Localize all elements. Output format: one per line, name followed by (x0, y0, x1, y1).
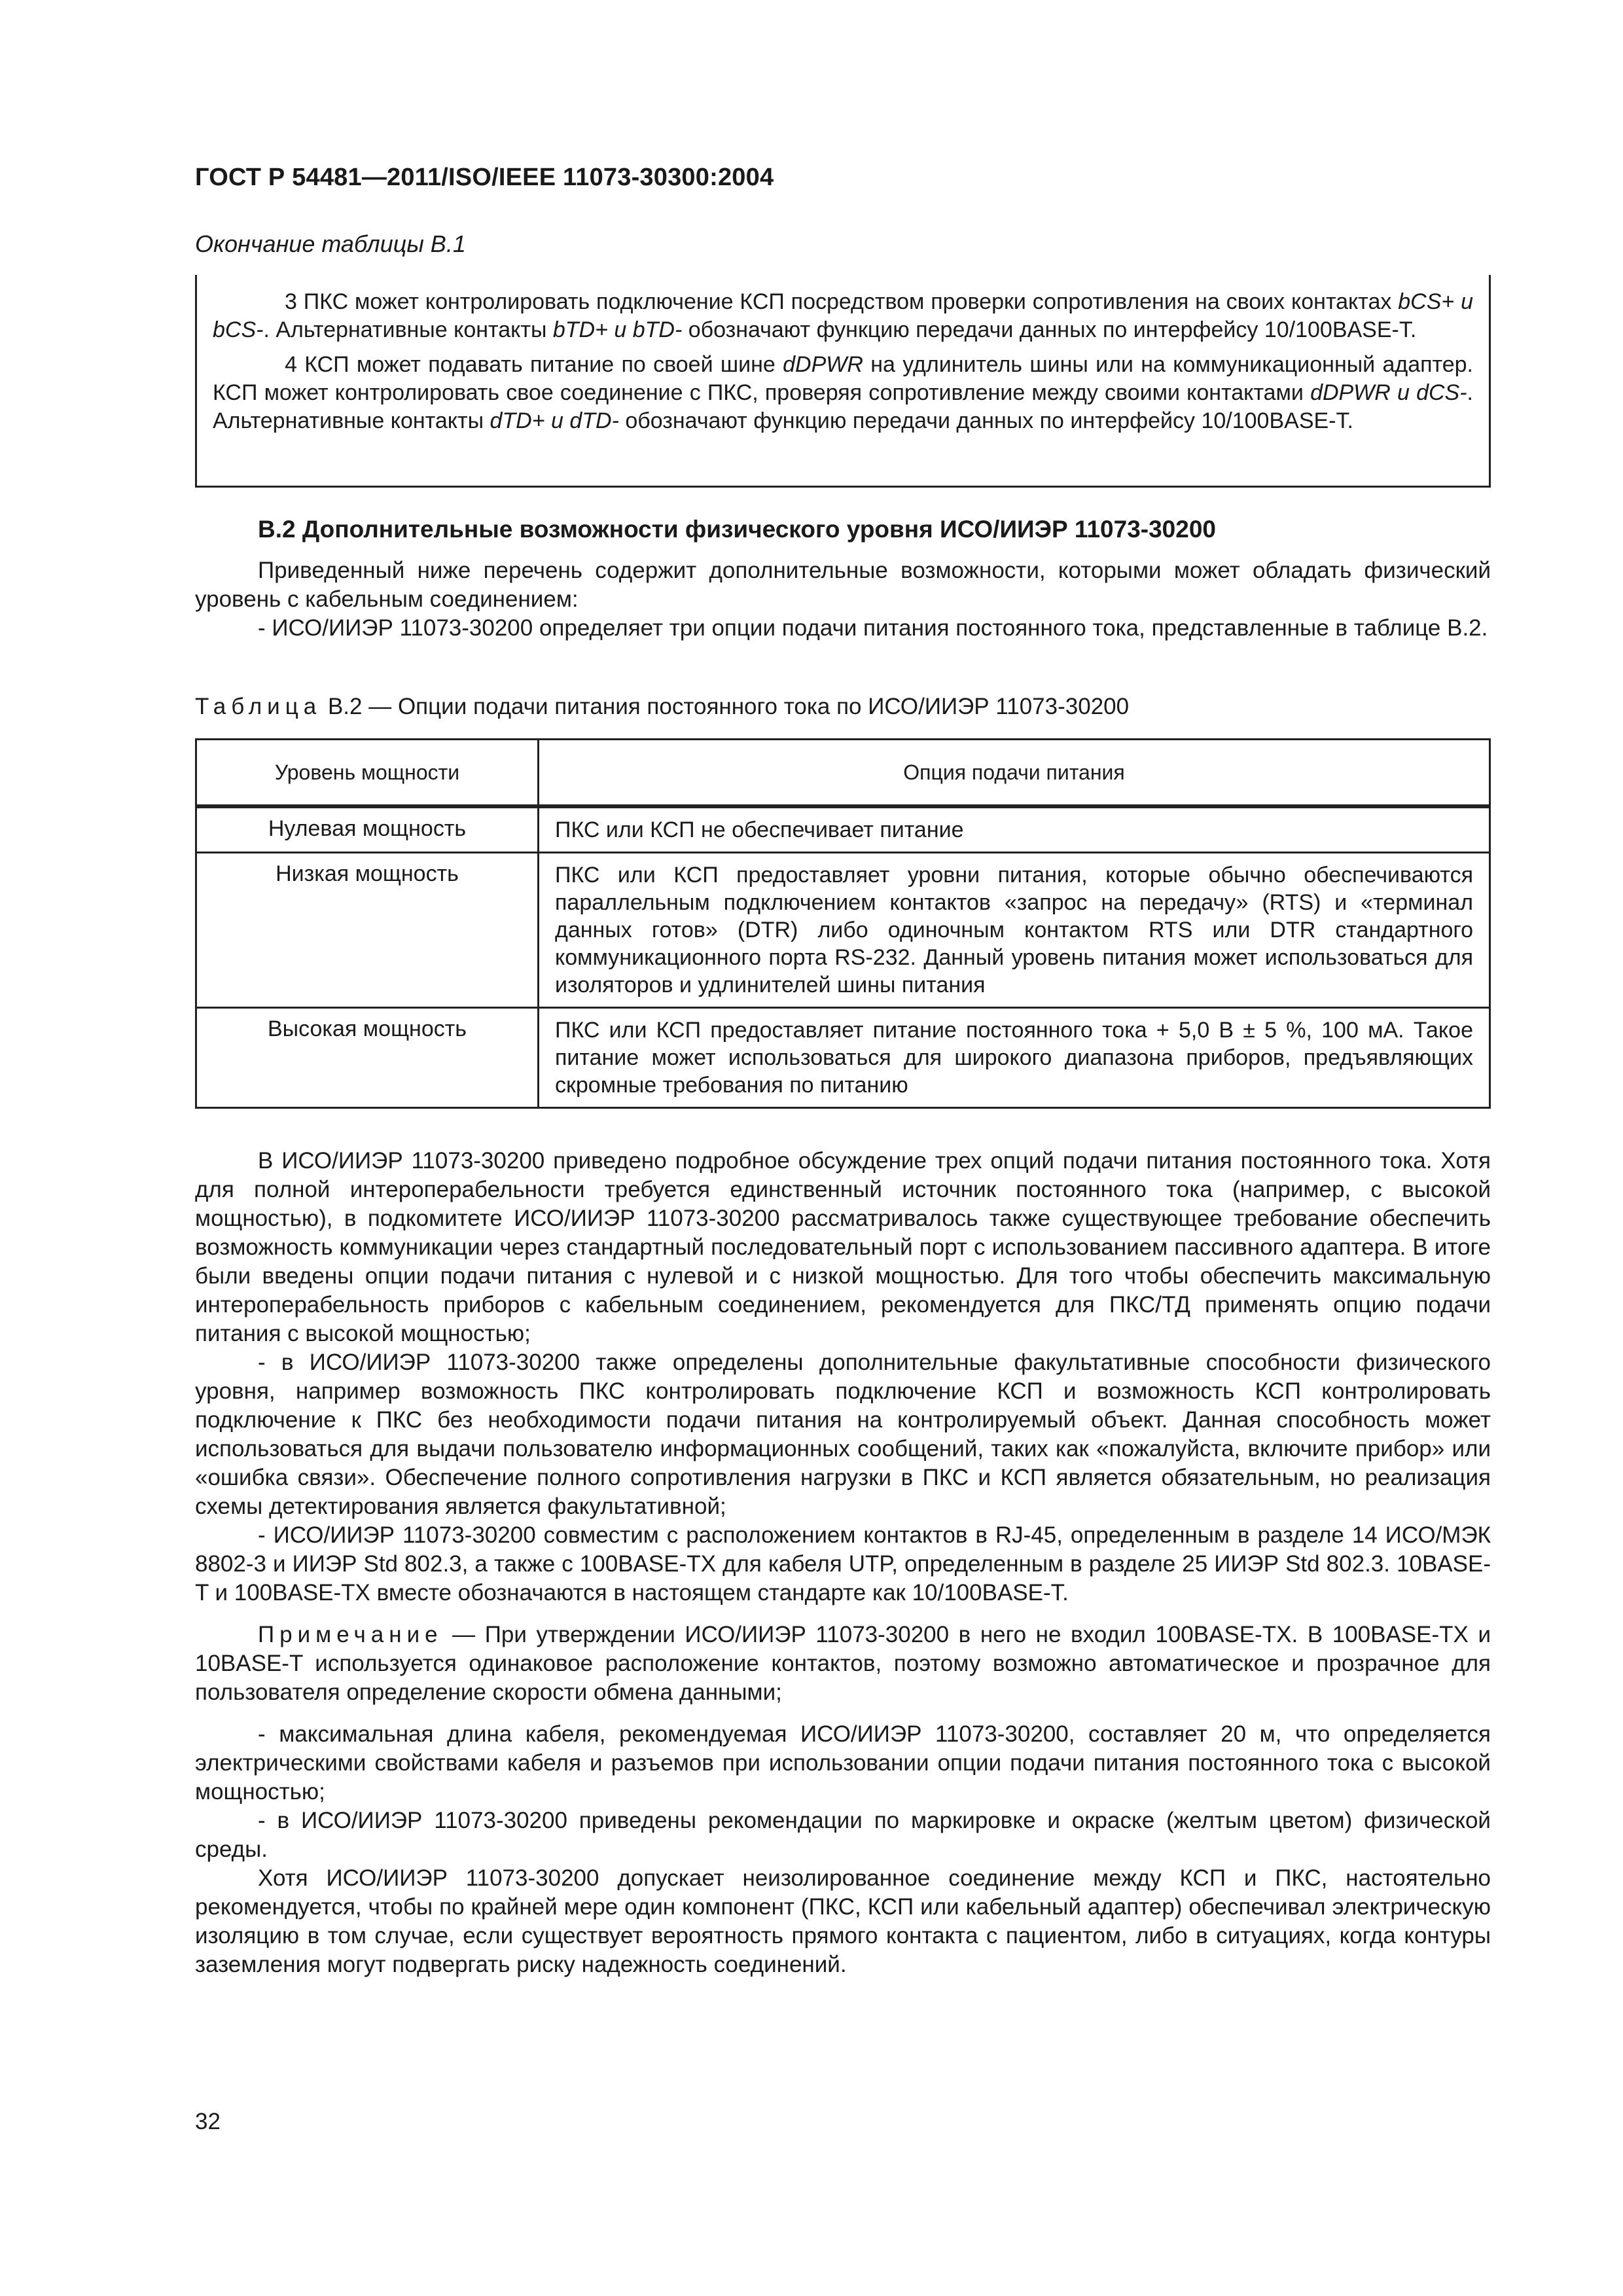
table-caption: Таблица В.2 — Опции подачи питания постоянного тока по ИСО/ИИЭР 11073-30200 (195, 694, 1130, 719)
table-header-row (196, 740, 1490, 807)
intro-text (195, 556, 1491, 643)
body-paragraph: В ИСО/ИИЭР 11073-30200 приведено подробное обсуждение трех опций подачи питания постоянного тока. Хотя для полной интероперабельности требуется единственный источник постоянного тока (например, с высокой мощностью), в подкомитете ИСО/ИИЭР 11073-30200 рассматривалось также существующее требование обеспечить возможность коммуникации через стандартный последовательный порт с использованием пассивного адаптера. В итоге были введены опции подачи питания с нулевой и с низкой мощностью. Для того чтобы обеспечить максимальную интероперабельность приборов с кабельным соединением, рекомендуется для ПКС/ТД применять опцию подачи питания с высокой мощностью; (195, 1148, 1491, 1346)
table-cell-level: Низкая мощность (196, 853, 539, 1008)
table-cell-level: Высокая мощность (196, 1008, 539, 1108)
intro-paragraph: Приведенный ниже перечень содержит дополнительные возможности, которыми может обладать физический уровень с кабельным соединением: (195, 558, 1491, 612)
body-paragraph: - в ИСО/ИИЭР 11073-30200 приведены рекомендации по маркировке и окраске (желтым цветом) физической среды. (195, 1808, 1491, 1862)
intro-paragraph: - ИСО/ИИЭР 11073-30200 определяет три опции подачи питания постоянного тока, представленные в таблице В.2. (258, 615, 1488, 641)
table-cell-option: ПКС или КСП предоставляет уровни питания, которые обычно обеспечиваются параллельным подключением контактов «запрос на передачу» (RTS) и «терминал данных готов» (DTR) либо одиночным контактом RTS или DTR стандартного коммуникационного порта RS-232. Данный уровень питания может использоваться для изоляторов и удлинителей шины питания (539, 853, 1490, 1008)
table-cell-option: ПКС или КСП предоставляет питание постоянного тока + 5,0 В ± 5 %, 100 мА. Такое питание может использоваться для широкого диапазона приборов, предъявляющих скромные требования по питанию (539, 1008, 1490, 1108)
table-continuation-label: Окончание таблицы В.1 (195, 230, 466, 257)
note-3: 3 ПКС может контролировать подключение КСП посредством проверки сопротивления на своих контактах bCS+ и bCS-. Альтернативные контакты bTD+ и bTD- обозначают функцию передачи данных по интерфейсу 10/100BASE-T. (213, 289, 1473, 342)
note-4: 4 КСП может подавать питание по своей шине dDPWR на удлинитель шины или на коммуникационный адаптер. КСП может контролировать свое соединение с ПКС, проверяя сопротивление между своими контактами dDPWR и dCS-. Альтернативные контакты dTD+ и dTD- обозначают функцию передачи данных по интерфейсу 10/100BASE-T. (213, 352, 1473, 433)
table-row (196, 1008, 1490, 1108)
body-text (195, 1147, 1491, 1979)
table-header-cell: Уровень мощности (196, 740, 539, 807)
table-b1-notes (195, 275, 1491, 488)
note-paragraph: Примечание — При утверждении ИСО/ИИЭР 11073-30200 в него не входил 100BASE-TX. В 100BASE-TX и 10BASE-T используется одинаковое расположение контактов, поэтому возможно автоматическое и прозрачное для пользователя определение скорости обмена данными; (195, 1622, 1491, 1705)
body-paragraph: - в ИСО/ИИЭР 11073-30200 также определены дополнительные факультативные способности физического уровня, например возможность ПКС контролировать подключение КСП и возможность КСП контролировать подключение к ПКС без необходимости подачи питания на контролируемый объект. Данная способность может использоваться для выдачи пользователю информационных сообщений, таких как «пожалуйста, включите прибор» или «ошибка связи». Обеспечение полного сопротивления нагрузки в ПКС и КСП является обязательным, но реализация схемы детектирования является факультативной; (195, 1350, 1491, 1519)
page-number: 32 (195, 2109, 221, 2134)
table-header-cell: Опция подачи питания (539, 740, 1490, 807)
table-row (196, 806, 1490, 853)
body-paragraph: Хотя ИСО/ИИЭР 11073-30200 допускает неизолированное соединение между КСП и ПКС, настоятельно рекомендуется, чтобы по крайней мере один компонент (ПКС, КСП или кабельный адаптер) обеспечивал электрическую изоляцию в том случае, если существует вероятность прямого контакта с пациентом, либо в ситуациях, когда контуры заземления могут подвергать риску надежность соединений. (195, 1865, 1491, 1977)
body-paragraph: - максимальная длина кабеля, рекомендуемая ИСО/ИИЭР 11073-30200, составляет 20 м, что определяется электрическими свойствами кабеля и разъемов при использовании опции подачи питания постоянного тока с высокой мощностью; (195, 1721, 1491, 1804)
table-cell-level: Нулевая мощность (196, 806, 539, 853)
section-title: В.2 Дополнительные возможности физического уровня ИСО/ИИЭР 11073-30200 (258, 516, 1216, 543)
body-paragraph: - ИСО/ИИЭР 11073-30200 совместим с расположением контактов в RJ-45, определенным в разделе 14 ИСО/МЭК 8802-3 и ИИЭР Std 802.3, а также с 100BASE-TX для кабеля UTP, определенным в разделе 25 ИИЭР Std 802.3. 10BASE-T и 100BASE-TX вместе обозначаются в настоящем стандарте как 10/100BASE-T. (195, 1522, 1491, 1605)
power-options-table (195, 738, 1491, 1109)
document-header: ГОСТ Р 54481—2011/ISO/IEEE 11073-30300:2004 (195, 164, 774, 191)
table-row (196, 853, 1490, 1008)
table-cell-option: ПКС или КСП не обеспечивает питание (539, 806, 1490, 853)
